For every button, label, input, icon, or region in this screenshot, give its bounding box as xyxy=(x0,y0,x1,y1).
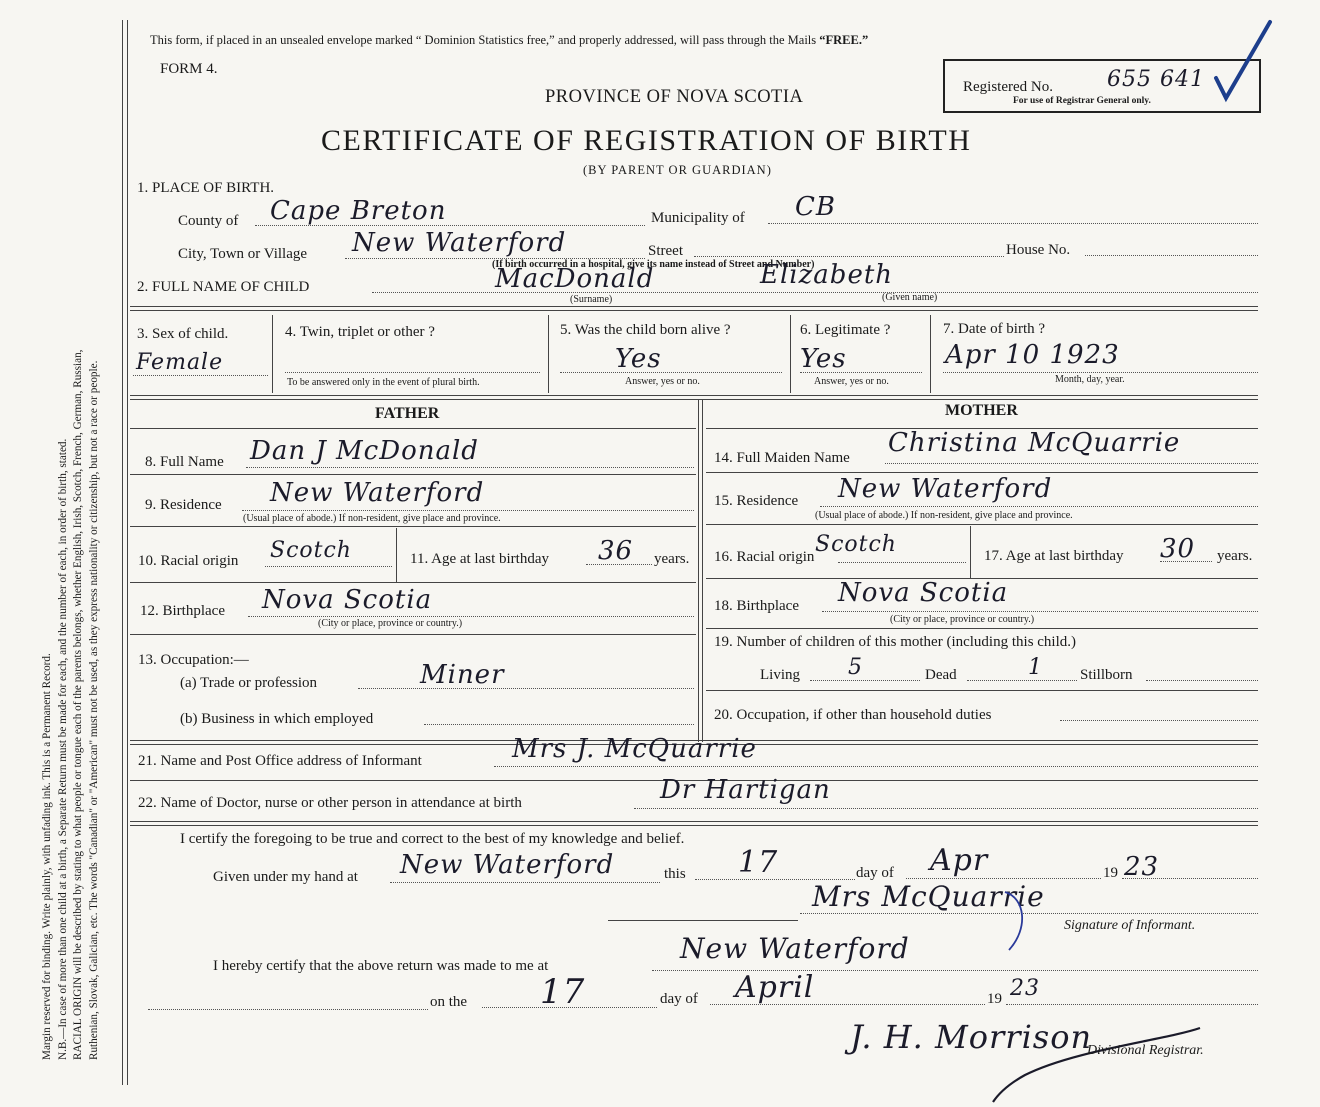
stillborn-label: Stillborn xyxy=(1080,667,1133,683)
county-value: Cape Breton xyxy=(270,196,447,226)
registrar-year-suffix: 23 xyxy=(1010,976,1040,1001)
registrar-year-prefix: 19 xyxy=(987,991,1002,1007)
registrar-use-note: For use of Registrar General only. xyxy=(1013,96,1151,106)
mother-occupation-label: 20. Occupation, if other than household duties xyxy=(714,707,992,723)
certify-statement: I certify the foregoing to be true and correct to the best of my knowledge and belief. xyxy=(180,831,685,847)
page-subtitle: (BY PARENT OR GUARDIAN) xyxy=(583,163,772,177)
registrar-month-value: April xyxy=(735,970,815,1005)
day-of-label: day of xyxy=(856,865,894,881)
mother-heading: MOTHER xyxy=(945,402,1018,419)
province-heading: PROVINCE OF NOVA SCOTIA xyxy=(545,87,804,107)
dead-label: Dead xyxy=(925,667,957,683)
margin-note: Margin reserved for binding. Write plainly, with unfading ink. This is a Permanent Record. xyxy=(41,653,53,1060)
margin-notes xyxy=(40,10,102,1060)
registered-label: Registered No. xyxy=(963,79,1053,95)
father-age-value: 36 xyxy=(598,536,634,566)
doctor-label: 22. Name of Doctor, nurse or other person in attendance at birth xyxy=(138,795,522,811)
father-racial-value: Scotch xyxy=(270,538,352,563)
father-years: years. xyxy=(654,551,690,567)
registrar-caption: Divisional Registrar. xyxy=(1087,1043,1204,1058)
given-caption: (Given name) xyxy=(882,292,938,303)
mother-racial-label: 16. Racial origin xyxy=(714,549,815,565)
dob-value: Apr 10 1923 xyxy=(945,340,1120,370)
hospital-note: (If birth occurred in a hospital, give its name instead of Street and Number) xyxy=(492,259,815,270)
child-given-value: Elizabeth xyxy=(760,260,894,290)
registrar-day-of-label: day of xyxy=(660,991,698,1007)
registrar-day-value: 17 xyxy=(540,972,586,1012)
father-birthplace-label: 12. Birthplace xyxy=(140,603,225,619)
children-count-label: 19. Number of children of this mother (including this child.) xyxy=(714,634,1077,650)
checkmark-icon xyxy=(1212,18,1274,108)
on-the-label: on the xyxy=(430,994,468,1010)
living-value: 5 xyxy=(848,655,863,680)
sex-value: Female xyxy=(136,350,224,375)
municipality-value: CB xyxy=(795,192,836,222)
place-of-birth-label: 1. PLACE OF BIRTH. xyxy=(137,180,275,196)
given-month-value: Apr xyxy=(930,843,989,878)
father-birthplace-value: Nova Scotia xyxy=(262,585,433,615)
mother-residence-label: 15. Residence xyxy=(714,493,799,509)
mother-birthplace-caption: (City or place, province or country.) xyxy=(890,614,1035,625)
page-title: CERTIFICATE OF REGISTRATION OF BIRTH xyxy=(321,124,972,157)
twin-note: To be answered only in the event of plural birth. xyxy=(287,377,480,388)
father-age-label: 11. Age at last birthday xyxy=(410,551,549,567)
informant-label: 21. Name and Post Office address of Informant xyxy=(138,753,422,769)
sex-label: 3. Sex of child. xyxy=(137,326,229,342)
given-year-suffix: 23 xyxy=(1124,852,1160,882)
born-alive-caption: Answer, yes or no. xyxy=(625,376,700,387)
pen-stroke-icon xyxy=(995,888,1035,958)
father-heading: FATHER xyxy=(375,405,440,422)
born-alive-label: 5. Was the child born alive ? xyxy=(560,322,731,338)
column-divider xyxy=(698,400,703,742)
twin-label: 4. Twin, triplet or other ? xyxy=(285,324,435,340)
street-label: Street xyxy=(648,243,683,259)
mother-name-label: 14. Full Maiden Name xyxy=(714,450,850,466)
given-year-prefix: 19 xyxy=(1103,865,1118,881)
informant-signature: Mrs McQuarrie xyxy=(812,880,1045,913)
mother-residence-caption: (Usual place of abode.) If non-resident, give place and province. xyxy=(815,510,1073,521)
trade-label: (a) Trade or profession xyxy=(180,675,318,691)
father-racial-label: 10. Racial origin xyxy=(138,553,239,569)
father-residence-caption: (Usual place of abode.) If non-resident, give place and province. xyxy=(243,513,501,524)
legitimate-value: Yes xyxy=(800,344,847,374)
born-alive-value: Yes xyxy=(615,344,662,374)
informant-signature-caption: Signature of Informant. xyxy=(1064,918,1196,933)
signature-flourish-icon xyxy=(985,1020,1215,1105)
registered-number: 655 641 xyxy=(1107,67,1205,92)
dob-label: 7. Date of birth ? xyxy=(943,321,1046,337)
divider xyxy=(130,821,1258,826)
mother-racial-value: Scotch xyxy=(815,532,897,557)
father-name-value: Dan J McDonald xyxy=(250,436,479,466)
mother-age-label: 17. Age at last birthday xyxy=(984,548,1124,564)
divider xyxy=(130,395,1258,400)
mail-notice: This form, if placed in an unsealed envelope marked “ Dominion Statistics free,” and properly addressed, will pass through the Mails “FREE.” xyxy=(150,33,869,47)
father-name-label: 8. Full Name xyxy=(145,454,224,470)
dob-caption: Month, day, year. xyxy=(1055,374,1125,385)
mother-birthplace-label: 18. Birthplace xyxy=(714,598,799,614)
business-label: (b) Business in which employed xyxy=(180,711,374,727)
divider xyxy=(130,306,1258,311)
mother-name-value: Christina McQuarrie xyxy=(888,428,1181,458)
registrar-place-value: New Waterford xyxy=(680,932,910,965)
father-birthplace-caption: (City or place, province or country.) xyxy=(318,618,463,629)
legitimate-label: 6. Legitimate ? xyxy=(800,322,891,338)
living-label: Living xyxy=(760,667,800,683)
mother-age-value: 30 xyxy=(1160,534,1196,564)
margin-rule xyxy=(122,20,123,1085)
city-value: New Waterford xyxy=(352,228,567,258)
house-no-label: House No. xyxy=(1006,242,1071,258)
doctor-value: Dr Hartigan xyxy=(660,775,831,805)
registrar-signature: J. H. Morrison xyxy=(850,1018,1093,1056)
father-residence-label: 9. Residence xyxy=(145,497,222,513)
margin-note: N.B.—In case of more than one child at a birth, a Separate Return must be made for each, and the number of each, in order of birth, stated. xyxy=(56,438,69,1060)
mother-birthplace-value: Nova Scotia xyxy=(838,578,1009,608)
legitimate-caption: Answer, yes or no. xyxy=(814,376,889,387)
surname-caption: (Surname) xyxy=(570,294,613,305)
child-name-label: 2. FULL NAME OF CHILD xyxy=(137,279,310,295)
margin-rule-inner xyxy=(127,20,128,1085)
registrar-statement: I hereby certify that the above return was made to me at xyxy=(213,958,549,974)
this-label: this xyxy=(664,866,686,882)
trade-value: Miner xyxy=(420,660,505,690)
mother-years: years. xyxy=(1217,548,1253,564)
father-residence-value: New Waterford xyxy=(270,478,485,508)
given-under-label: Given under my hand at xyxy=(213,869,358,885)
city-label: City, Town or Village xyxy=(178,246,308,262)
informant-value: Mrs J. McQuarrie xyxy=(512,734,757,764)
form-number: FORM 4. xyxy=(160,61,218,77)
margin-note: Ruthenian, Slovak, Galician, etc. The words "Canadian" or "American" must not be used, as they express nationality or citizenship, but not a race or people. xyxy=(87,360,100,1060)
child-surname-value: MacDonald xyxy=(495,264,655,294)
municipality-label: Municipality of xyxy=(651,210,745,226)
mother-residence-value: New Waterford xyxy=(838,474,1053,504)
given-place-value: New Waterford xyxy=(400,850,615,880)
given-day-value: 17 xyxy=(738,845,779,880)
dead-value: 1 xyxy=(1028,655,1043,680)
father-occupation-label: 13. Occupation:— xyxy=(138,652,249,668)
county-label: County of xyxy=(178,213,239,229)
margin-note: RACIAL ORIGIN will be described by stating to what people or tongue each of the parents belongs, whether English, Irish, Scotch, French, German, Russian, xyxy=(72,349,84,1060)
